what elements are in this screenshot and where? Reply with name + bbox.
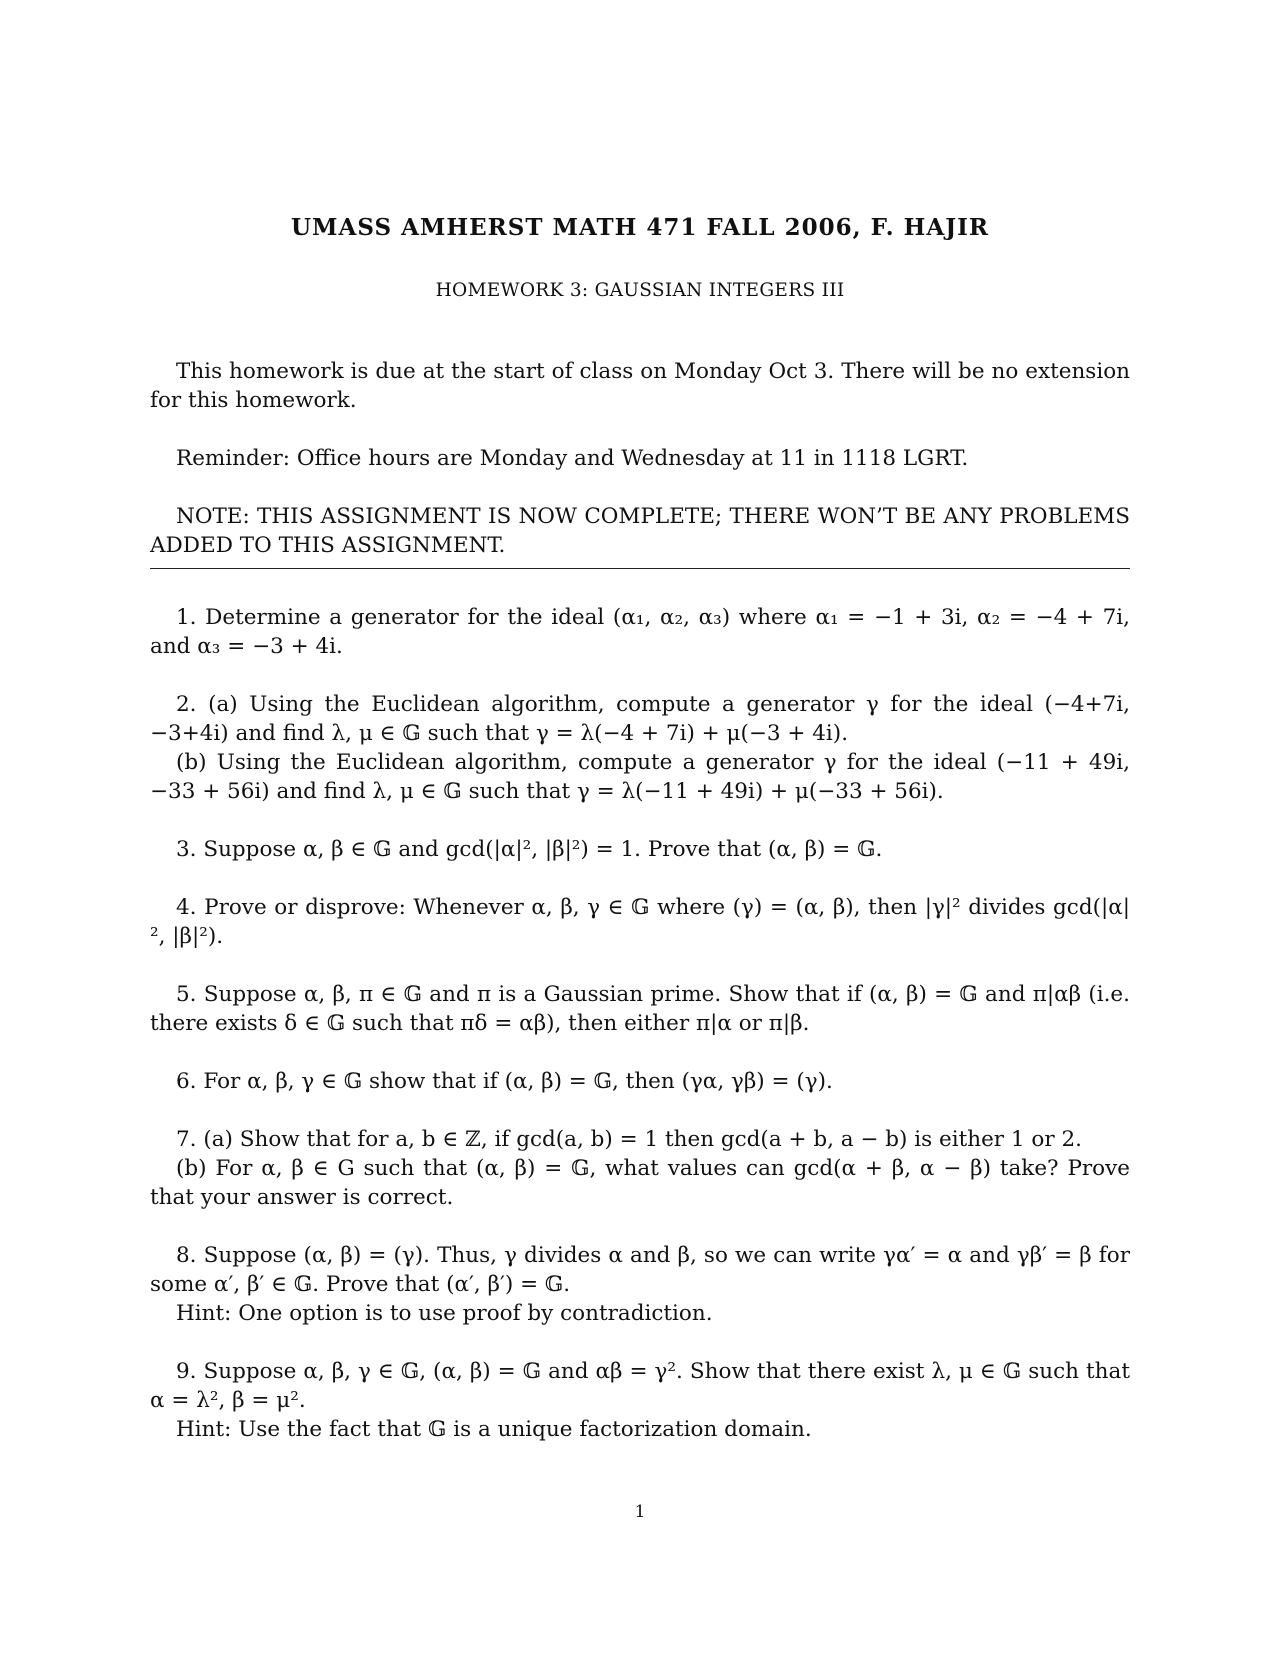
- problem-part-a: 2. (a) Using the Euclidean algorithm, compute a generator γ for the ideal (−4+7i, −3+4i) and find λ, μ ∈ 𝔾 such that γ = λ(−4 + 7i) + μ(−3 + 4i).: [150, 692, 1130, 746]
- problem-text: 1. Determine a generator for the ideal (α₁, α₂, α₃) where α₁ = −1 + 3i, α₂ = −4 + 7i, and α₃ = −3 + 4i.: [150, 605, 1130, 659]
- problem-8: [150, 1241, 1130, 1328]
- problem-list: [150, 603, 1130, 1444]
- problem-text: 6. For α, β, γ ∈ 𝔾 show that if (α, β) = 𝔾, then (γα, γβ) = (γ).: [176, 1069, 833, 1094]
- problem-part-a: 7. (a) Show that for a, b ∈ ℤ, if gcd(a, b) = 1 then gcd(a + b, a − b) is either 1 or 2.: [176, 1127, 1082, 1152]
- problem-6: [150, 1067, 1130, 1096]
- problem-part-b: (b) For α, β ∈ G such that (α, β) = 𝔾, what values can gcd(α + β, α − β) take? Prove that your answer is correct.: [150, 1156, 1130, 1210]
- document-body: [150, 357, 1130, 1473]
- page-number: 1: [634, 1502, 646, 1522]
- note-paragraph: NOTE: THIS ASSIGNMENT IS NOW COMPLETE; THERE WON’T BE ANY PROBLEMS ADDED TO THIS ASSIGNMENT.: [150, 504, 1130, 558]
- problem-text: 3. Suppose α, β ∈ 𝔾 and gcd(|α|², |β|²) = 1. Prove that (α, β) = 𝔾.: [176, 837, 883, 862]
- problem-3: [150, 835, 1130, 864]
- problem-text: 5. Suppose α, β, π ∈ 𝔾 and π is a Gaussian prime. Show that if (α, β) = 𝔾 and π|αβ (i.e. there exists δ ∈ 𝔾 such that πδ = αβ), then either π|α or π|β.: [150, 982, 1130, 1036]
- problem-text: 8. Suppose (α, β) = (γ). Thus, γ divides α and β, so we can write γα′ = α and γβ′ = β for some α′, β′ ∈ 𝔾. Prove that (α′, β′) = 𝔾.: [150, 1243, 1130, 1297]
- problem-7: [150, 1125, 1130, 1212]
- problem-1: [150, 603, 1130, 661]
- section-divider: [150, 568, 1130, 569]
- problem-5: [150, 980, 1130, 1038]
- problem-text: 9. Suppose α, β, γ ∈ 𝔾, (α, β) = 𝔾 and αβ = γ². Show that there exist λ, μ ∈ 𝔾 such that α = λ², β = μ².: [150, 1359, 1130, 1413]
- reminder-paragraph: Reminder: Office hours are Monday and Wednesday at 11 in 1118 LGRT.: [176, 446, 969, 471]
- problem-part-b: (b) Using the Euclidean algorithm, compute a generator γ for the ideal (−11 + 49i, −33 + 56i) and find λ, μ ∈ 𝔾 such that γ = λ(−11 + 49i) + μ(−33 + 56i).: [150, 750, 1130, 804]
- problem-2: [150, 690, 1130, 806]
- problem-9: [150, 1357, 1130, 1444]
- due-paragraph: This homework is due at the start of class on Monday Oct 3. There will be no extension for this homework.: [150, 359, 1130, 413]
- homework-subtitle: HOMEWORK 3: GAUSSIAN INTEGERS III: [435, 280, 845, 301]
- problem-hint: Hint: One option is to use proof by contradiction.: [176, 1301, 713, 1326]
- document-title: UMASS AMHERST MATH 471 FALL 2006, F. HAJIR: [291, 214, 989, 241]
- problem-4: [150, 893, 1130, 951]
- problem-hint: Hint: Use the fact that 𝔾 is a unique factorization domain.: [176, 1417, 812, 1442]
- problem-text: 4. Prove or disprove: Whenever α, β, γ ∈ 𝔾 where (γ) = (α, β), then |γ|² divides gcd(|α|², |β|²).: [150, 895, 1130, 949]
